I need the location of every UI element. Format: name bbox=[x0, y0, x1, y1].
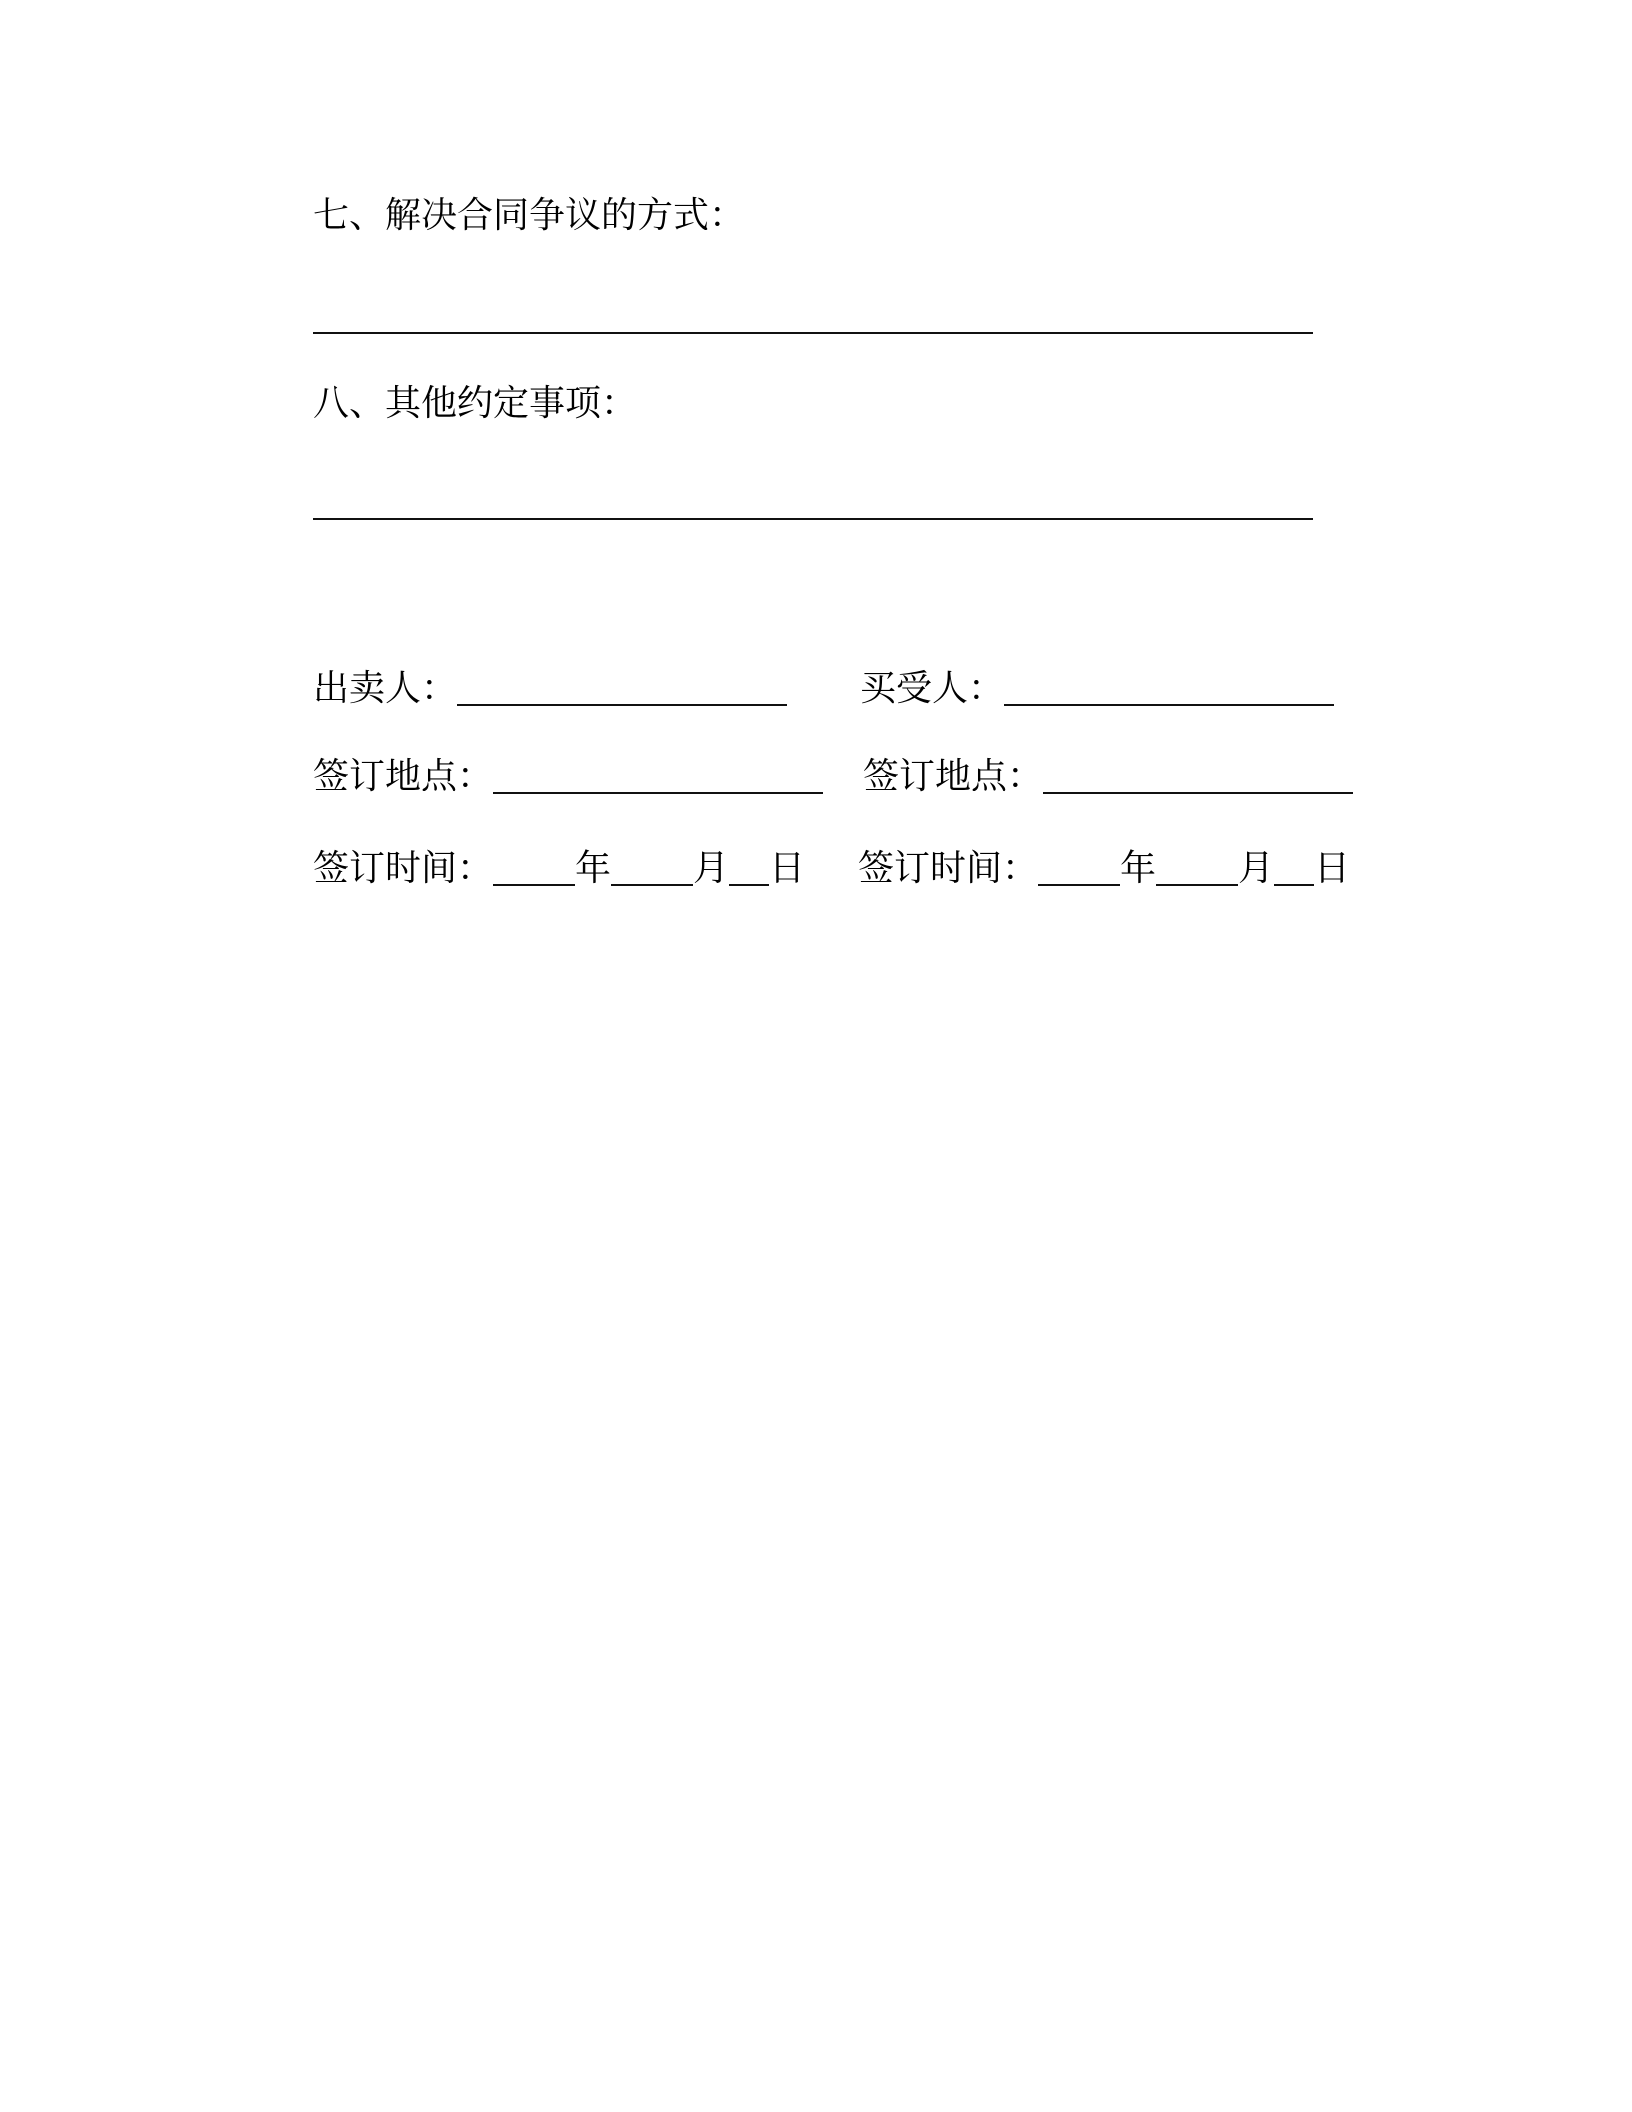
buyer-month-blank[interactable] bbox=[1156, 848, 1238, 886]
signature-row-places bbox=[0, 752, 1632, 802]
signature-row-dates bbox=[0, 844, 1632, 894]
buyer-day-label: 日 bbox=[1314, 848, 1351, 889]
buyer-date-field bbox=[858, 844, 1350, 894]
seller-date-field bbox=[313, 844, 805, 894]
seller-blank[interactable] bbox=[457, 668, 787, 706]
buyer-blank[interactable] bbox=[1004, 668, 1334, 706]
seller-month-blank[interactable] bbox=[611, 848, 693, 886]
seller-time-label: 签订时间： bbox=[313, 848, 494, 889]
seller-year-label: 年 bbox=[575, 848, 612, 889]
seller-label: 出卖人： bbox=[313, 668, 458, 709]
buyer-field bbox=[860, 664, 1334, 714]
seller-year-blank[interactable] bbox=[493, 848, 575, 886]
signature-row-parties bbox=[0, 664, 1632, 714]
other-terms-heading: 八、其他约定事项： bbox=[313, 383, 638, 424]
buyer-day-blank[interactable] bbox=[1274, 848, 1314, 886]
other-terms-blank[interactable] bbox=[313, 518, 1313, 520]
buyer-label: 买受人： bbox=[860, 668, 1005, 709]
buyer-month-label: 月 bbox=[1238, 848, 1275, 889]
seller-place-field bbox=[313, 752, 823, 802]
buyer-year-label: 年 bbox=[1120, 848, 1157, 889]
buyer-place-blank[interactable] bbox=[1043, 756, 1353, 794]
seller-place-label: 签订地点： bbox=[313, 756, 494, 797]
buyer-place-field bbox=[863, 752, 1353, 802]
dispute-resolution-blank[interactable] bbox=[313, 332, 1313, 334]
seller-day-label: 日 bbox=[769, 848, 806, 889]
seller-field bbox=[313, 664, 787, 714]
seller-month-label: 月 bbox=[693, 848, 730, 889]
buyer-year-blank[interactable] bbox=[1038, 848, 1120, 886]
buyer-time-label: 签订时间： bbox=[858, 848, 1039, 889]
seller-day-blank[interactable] bbox=[729, 848, 769, 886]
dispute-resolution-heading: 七、解决合同争议的方式： bbox=[313, 195, 746, 236]
seller-place-blank[interactable] bbox=[493, 756, 823, 794]
buyer-place-label: 签订地点： bbox=[863, 756, 1044, 797]
